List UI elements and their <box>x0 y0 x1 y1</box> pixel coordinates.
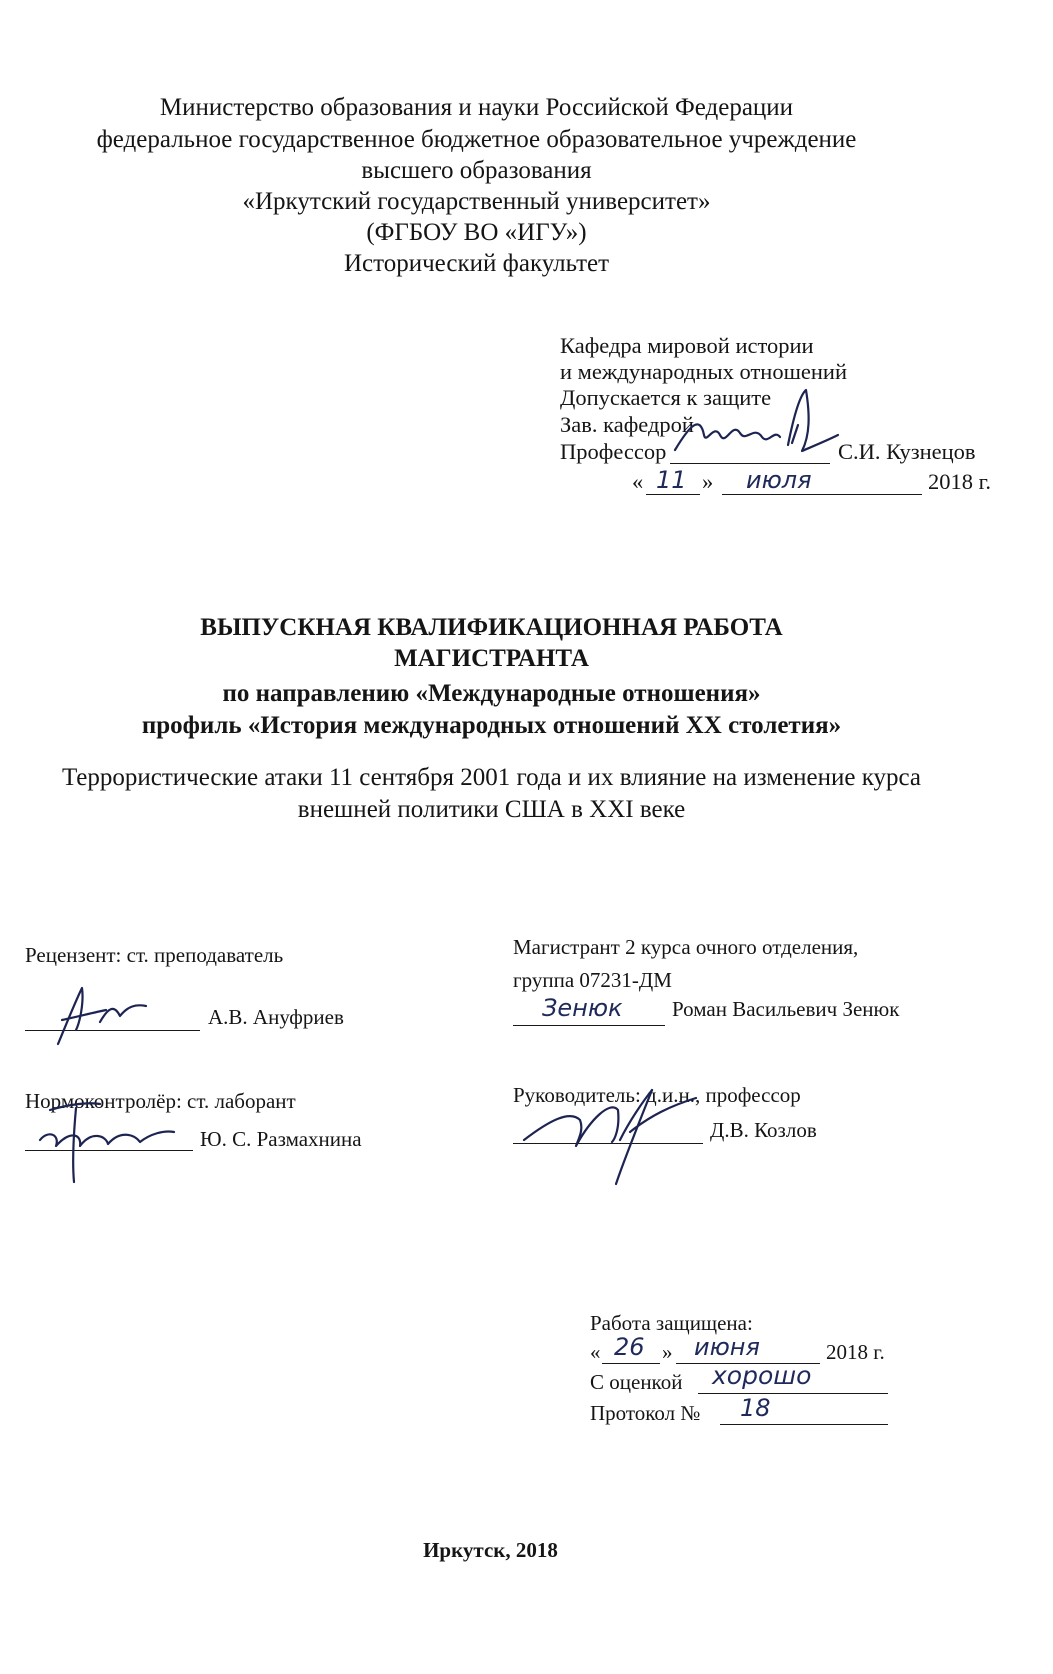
topic-line-1: Террористические атаки 11 сентября 2001 года и их влияние на изменение курса <box>61 764 922 791</box>
ministry-line: Министерство образования и науки Российской Федерации <box>159 94 794 121</box>
admission-line: Допускается к защите <box>560 385 772 410</box>
normcontrol-label: Нормоконтролёр: ст. лаборант <box>25 1089 296 1113</box>
work-title-line-2: МАГИСТРАНТА <box>394 645 589 672</box>
professor-label: Профессор <box>560 439 667 464</box>
defense-day-line <box>602 1363 660 1364</box>
department-line-1: Кафедра мировой истории <box>560 333 814 358</box>
grade-line <box>698 1393 888 1394</box>
defense-day: 26 <box>614 1333 645 1361</box>
head-of-department-label: Зав. кафедрой <box>560 412 694 437</box>
supervisor-name: Д.В. Козлов <box>710 1118 817 1142</box>
protocol-number: 18 <box>740 1394 771 1422</box>
profile-line: профиль «История международных отношений XX столетия» <box>141 712 842 739</box>
normcontrol-name: Ю. С. Размахнина <box>200 1127 362 1151</box>
university-name-line: «Иркутский государственный университет» <box>242 188 711 215</box>
approval-month-line <box>722 494 922 495</box>
reviewer-name: А.В. Ануфриев <box>208 1005 344 1029</box>
institution-type-line: федеральное государственное бюджетное образовательное учреждение <box>96 126 857 153</box>
student-label-2: группа 07231-ДМ <box>513 968 672 992</box>
student-label-1: Магистрант 2 курса очного отделения, <box>513 935 859 959</box>
topic-line-2: внешней политики США в XXI веке <box>297 796 686 823</box>
student-name: Роман Васильевич Зенюк <box>672 997 900 1021</box>
education-level-line: высшего образования <box>361 157 592 184</box>
faculty-line: Исторический факультет <box>343 250 610 277</box>
approval-day-line <box>646 494 700 495</box>
work-title-line-1: ВЫПУСКНАЯ КВАЛИФИКАЦИОННАЯ РАБОТА <box>200 614 783 641</box>
defense-year: 2018 г. <box>826 1340 885 1364</box>
approval-month: июля <box>746 466 812 494</box>
normcontrol-signature <box>30 1090 180 1190</box>
head-signature <box>670 385 840 465</box>
supervisor-signature <box>520 1080 700 1190</box>
student-signature-line <box>513 1025 665 1026</box>
approval-date-open-quote: « <box>632 469 644 494</box>
protocol-line <box>720 1424 888 1425</box>
reviewer-signature <box>40 980 150 1050</box>
defense-date-close-quote: » <box>662 1340 673 1364</box>
grade-value: хорошо <box>712 1361 812 1390</box>
approval-year: 2018 г. <box>928 469 991 494</box>
student-signature: Зенюк <box>542 994 623 1022</box>
department-line-2: и международных отношений <box>560 359 848 384</box>
defense-label: Работа защищена: <box>590 1311 753 1335</box>
direction-line: по направлению «Международные отношения» <box>222 680 761 707</box>
approval-day: 11 <box>656 466 687 494</box>
protocol-label: Протокол № <box>590 1401 701 1425</box>
city-year: Иркутск, 2018 <box>423 1538 558 1562</box>
head-name: С.И. Кузнецов <box>838 439 976 464</box>
supervisor-label: Руководитель: д.и.н., профессор <box>513 1083 801 1107</box>
approval-date-close-quote: » <box>702 469 714 494</box>
university-abbr-line: (ФГБОУ ВО «ИГУ») <box>366 219 587 246</box>
grade-label: С оценкой <box>590 1370 683 1394</box>
defense-month: июня <box>694 1333 760 1361</box>
defense-date-open-quote: « <box>590 1340 601 1364</box>
reviewer-label: Рецензент: ст. преподаватель <box>25 943 284 967</box>
